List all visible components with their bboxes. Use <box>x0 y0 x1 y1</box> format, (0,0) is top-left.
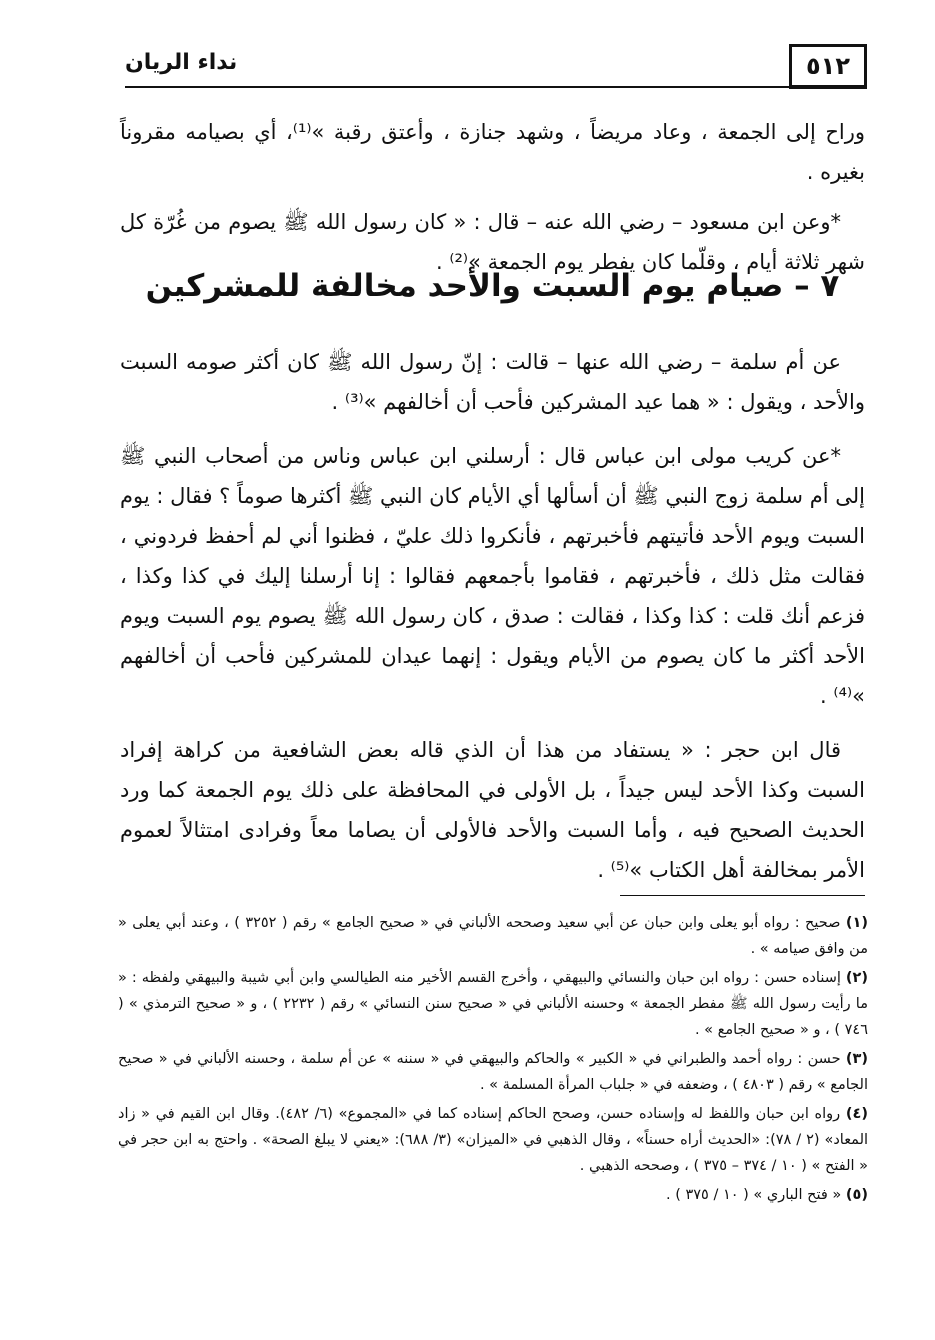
footnote-number: (٣) <box>845 1051 869 1067</box>
book-title: نداء الريان <box>125 50 238 75</box>
footnote-5 <box>118 1182 868 1208</box>
footnote-number: (١) <box>845 915 868 931</box>
footnote-1 <box>118 910 868 962</box>
section-heading: ٧ – صيام يوم السبت والأحد مخالفة للمشركين <box>145 268 840 304</box>
footnote-text: حسن : رواه أحمد والطبراني في « الكبير » والحاكم والبيهقي في « سننه » عن أم سلمة ، وحسنه الألباني في « صحيح الجامع » رقم ( ٤٨٠٣ ) ، وضعفه في « جلباب المرأة المسلمة » . <box>118 1051 868 1093</box>
body-top <box>120 112 865 282</box>
page-header <box>125 40 867 88</box>
footnote-text: « فتح الباري » ( ١٠ / ٣٧٥ ) . <box>665 1187 842 1203</box>
header-rule <box>125 86 795 88</box>
footnote-3 <box>118 1046 868 1098</box>
footnote-2 <box>118 965 868 1043</box>
footnote-number: (٥) <box>845 1187 868 1203</box>
paragraph-3: عن أم سلمة – رضي الله عنها – قالت : إنّ رسول الله ﷺ كان أكثر صومه السبت والأحد ، ويقول : « هما عيد المشركين فأحب أن أخالفهم »⁽³⁾ . <box>120 350 865 414</box>
footnote-text: رواه ابن حبان واللفظ له وإسناده حسن، وصحح الحاكم إسناده كما في «المجموع» (٦/ ٤٨٢). وقال ابن القيم في « زاد المعاد» (٢ / ٧٨): «الحديث أراه حسناً» ، وقال الذهبي في «الميزان» (٣/ ٦٨٨): «يعني لا يبلغ الصحة» . واحتج به ابن حجر في « الفتح » ( ١٠ / ٣٧٤ – ٣٧٥ ) ، وصححه الذهبي . <box>118 1106 869 1174</box>
footnote-number: (٢) <box>845 970 868 986</box>
paragraph-5: قال ابن حجر : « يستفاد من هذا أن الذي قاله بعض الشافعية من كراهة إفراد السبت وكذا الأحد ليس جيداً ، بل الأولى في المحافظة على ذلك يوم الجمعة كما ورد الحديث الصحيح فيه ، وأما السبت والأحد فالأولى أن يصاما معاً وفرادى امتثالاً لعموم الأمر بمخالفة أهل الكتاب »⁽⁵⁾ . <box>120 738 865 882</box>
paragraph-1: وراح إلى الجمعة ، وعاد مريضاً ، وشهد جنازة ، وأعتق رقبة »⁽¹⁾، أي بصيامه مقروناً بغيره . <box>120 120 865 184</box>
page-number: ٥١٢ <box>789 44 867 89</box>
footnote-number: (٤) <box>845 1106 869 1122</box>
paragraph-2: *وعن ابن مسعود – رضي الله عنه – قال : « كان رسول الله ﷺ يصوم من غُرّة كل شهر ثلاثة أيام ، وقلّما كان يفطر يوم الجمعة »⁽²⁾ . <box>120 210 865 274</box>
footnote-separator <box>620 895 865 896</box>
footnote-4 <box>118 1101 868 1179</box>
footnotes <box>118 910 868 1211</box>
body-main <box>120 342 865 890</box>
footnote-text: صحيح : رواه أبو يعلى وابن حبان عن أبي سعيد وصححه الألباني في « صحيح الجامع » رقم ( ٣٢٥٢ ) ، وعند أبي يعلى « من وافق صيامه » . <box>118 915 868 957</box>
footnote-text: إسناده حسن : رواه ابن حبان والنسائي والبيهقي ، وأخرج القسم الأخير منه الطيالسي وابن أبي شيبة والبيهقي ولفظه : « ما رأيت رسول الله ﷺ مفطر الجمعة » وحسنه الألباني في « صحيح سنن النسائي » رقم ( ٢٢٣٢ ) ، و « صحيح الترمذي » ( ٧٤٦ ) ، و « صحيح الجامع » . <box>118 970 868 1038</box>
paragraph-4: *عن كريب مولى ابن عباس قال : أرسلني ابن عباس وناس من أصحاب النبي ﷺ إلى أم سلمة زوج النبي ﷺ أن أسألها أي الأيام كان النبي ﷺ أكثرها صوماً ؟ فقال : يوم السبت ويوم الأحد فأتيتهم فأخبرتهم ، فأنكروا ذلك عليّ ، فظنوا أني لم أحفظ فردوني ، فقالت مثل ذلك ، فأخبرتهم ، فقاموا بأجمعهم فقالوا : إنا أرسلنا إليك في كذا وكذا ، فزعم أنك قلت : كذا وكذا ، فقالت : صدق ، كان رسول الله ﷺ يصوم يوم السبت ويوم الأحد أكثر ما كان يصوم من الأيام ويقول : إنهما عيدان للمشركين فأحب أن أخالفهم »⁽⁴⁾ . <box>120 444 865 708</box>
